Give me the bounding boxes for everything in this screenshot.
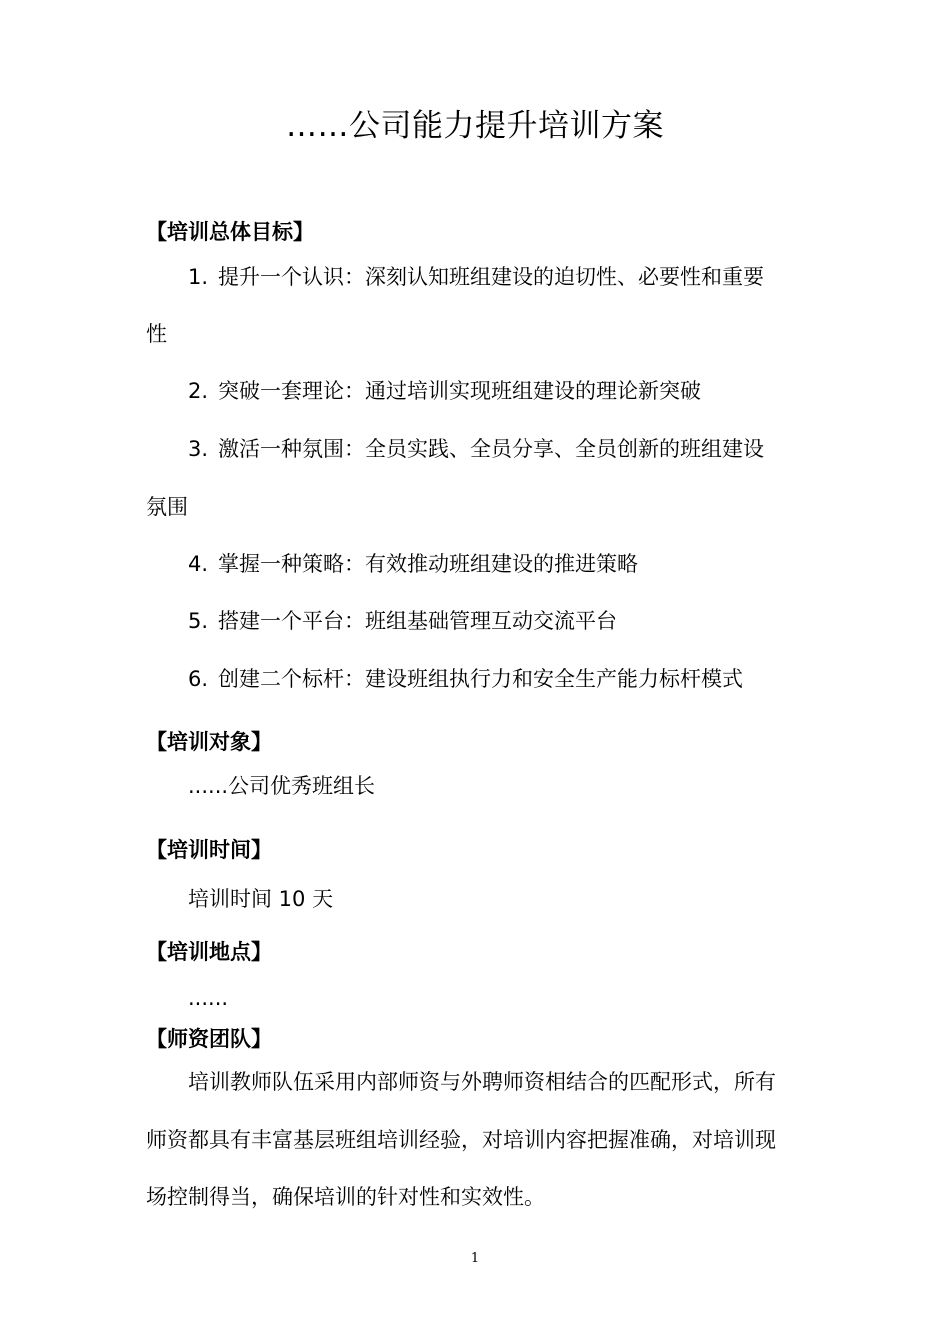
goal-text: 激活一种氛围：全员实践、全员分享、全员创新的班组建设 (218, 437, 764, 461)
section-heading-goals: 【培训总体目标】 (146, 220, 314, 244)
faculty-paragraph-line-2: 师资都具有丰富基层班组培训经验，对培训内容把握准确，对培训现 (146, 1128, 776, 1152)
goal-number: 1. (188, 265, 209, 289)
section-heading-audience: 【培训对象】 (146, 730, 272, 754)
goal-number: 3. (188, 437, 209, 461)
goal-number: 5. (188, 609, 209, 633)
goal-item-1-continued: 性 (146, 322, 167, 346)
page-number: 1 (470, 1251, 480, 1266)
goal-text: 创建二个标杆：建设班组执行力和安全生产能力标杆模式 (218, 667, 743, 691)
goal-item-3 (188, 434, 764, 464)
document-title: ……公司能力提升培训方案 (286, 108, 664, 144)
faculty-paragraph-line-1: 培训教师队伍采用内部师资与外聘师资相结合的匹配形式，所有 (188, 1070, 776, 1094)
time-text: 培训时间 10 天 (188, 887, 334, 911)
goal-text: 突破一套理论：通过培训实现班组建设的理论新突破 (218, 379, 701, 403)
goal-text: 掌握一种策略：有效推动班组建设的推进策略 (218, 552, 638, 576)
goal-text: 搭建一个平台：班组基础管理互动交流平台 (218, 609, 617, 633)
goal-number: 6. (188, 667, 209, 691)
location-text: ...... (188, 986, 229, 1010)
goal-number: 4. (188, 552, 209, 576)
section-heading-faculty: 【师资团队】 (146, 1027, 272, 1051)
goal-item-3-continued: 氛围 (146, 495, 188, 519)
goal-item-5 (188, 606, 617, 636)
goal-item-6 (188, 664, 743, 694)
goal-item-2 (188, 376, 701, 406)
goal-number: 2. (188, 379, 209, 403)
faculty-paragraph-line-3: 场控制得当，确保培训的针对性和实效性。 (146, 1185, 545, 1209)
goal-text: 提升一个认识：深刻认知班组建设的迫切性、必要性和重要 (218, 265, 764, 289)
goal-item-4 (188, 549, 638, 579)
section-heading-location: 【培训地点】 (146, 940, 272, 964)
goal-item-1 (188, 262, 764, 292)
section-heading-time: 【培训时间】 (146, 838, 272, 862)
audience-text: ......公司优秀班组长 (188, 774, 376, 798)
